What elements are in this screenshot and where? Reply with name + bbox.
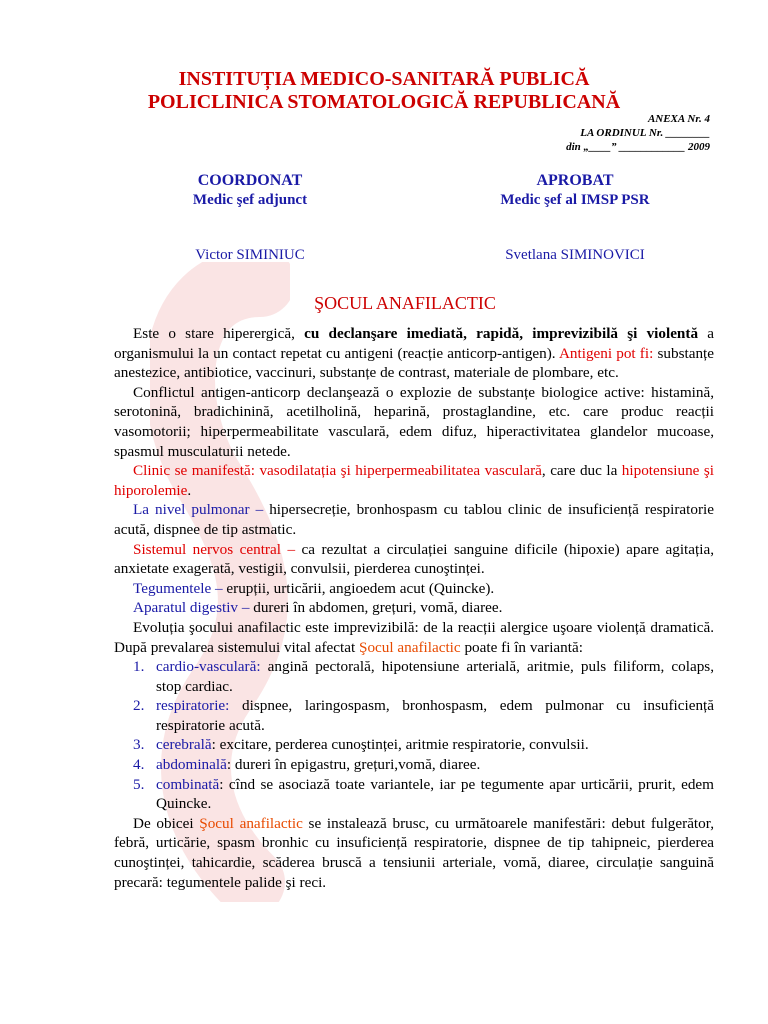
list-text: : cînd se asociază toate variantele, iar pe tegumente apar urticării, prurit, edem Quincke. bbox=[156, 775, 714, 813]
text-run: . bbox=[187, 481, 192, 499]
document-body bbox=[114, 324, 714, 892]
text-run: Este o stare hiperergică, bbox=[133, 325, 305, 342]
annex-number: ANEXA Nr. 4 bbox=[647, 113, 710, 125]
paragraph-definition bbox=[114, 324, 714, 383]
list-number: 1. bbox=[133, 658, 145, 676]
paragraph-skin bbox=[114, 579, 714, 599]
paragraph-evolution bbox=[114, 618, 714, 657]
signature-role: Medic şef al IMSP PSR bbox=[500, 192, 650, 208]
paragraph-onset bbox=[114, 814, 714, 892]
list-item bbox=[114, 775, 714, 814]
text-run-highlight: Şocul anafilactic bbox=[359, 638, 461, 656]
signature-approved bbox=[460, 172, 690, 264]
text-run-highlight: Şocul anafilactic bbox=[199, 814, 303, 832]
paragraph-clinic bbox=[114, 461, 714, 500]
text-run-highlight: Antigeni pot fi: bbox=[558, 344, 654, 362]
text-run-heading: Tegumentele – bbox=[133, 579, 223, 597]
signature-name: Victor SIMINIUC bbox=[195, 247, 305, 263]
list-item bbox=[114, 657, 714, 696]
text-run: erupții, urticării, angioedem acut (Quincke). bbox=[222, 579, 495, 597]
text-run-heading: La nivel pulmonar – bbox=[133, 501, 264, 519]
list-number: 3. bbox=[133, 736, 145, 754]
annex-block bbox=[566, 112, 710, 154]
text-run: hipersecreție, bronhospasm cu tablou clinic de insuficiență respiratorie acută, dispnee de tip astmatic. bbox=[114, 501, 714, 538]
document-title: ŞOCUL ANAFILACTIC bbox=[314, 293, 496, 313]
paragraph-nervous bbox=[114, 540, 714, 579]
order-date: din „____” ____________ 2009 bbox=[566, 141, 710, 153]
institution-line-1: INSTITUȚIA MEDICO-SANITARĂ PUBLICĂ bbox=[178, 68, 590, 90]
list-term: combinată bbox=[156, 775, 220, 793]
signature-coordinated bbox=[140, 172, 360, 264]
signature-name: Svetlana SIMINOVICI bbox=[505, 247, 645, 263]
variants-list bbox=[114, 657, 714, 814]
list-text: dispnee, laringospasm, bronhospasm, edem pulmonar cu insuficiență respiratorie acută. bbox=[156, 697, 714, 734]
list-item bbox=[114, 735, 714, 755]
list-term: cardio-vasculară: bbox=[156, 658, 261, 676]
paragraph-pulmonary bbox=[114, 500, 714, 539]
list-number: 2. bbox=[133, 697, 145, 715]
text-run-bold: cu declanşare imediată, rapidă, imprevizibilă şi violentă bbox=[304, 325, 699, 342]
list-item bbox=[114, 755, 714, 775]
list-term: abdominală bbox=[156, 756, 227, 774]
signature-title: COORDONAT bbox=[197, 172, 303, 189]
text-run-highlight: Clinic se manifestă: vasodilatația şi hiperpermeabilitatea vasculară bbox=[133, 462, 542, 480]
list-item bbox=[114, 696, 714, 735]
list-term: cerebrală bbox=[156, 736, 212, 754]
institution-line-2: POLICLINICA STOMATOLOGICĂ REPUBLICANĂ bbox=[147, 91, 621, 113]
paragraph-conflict: Conflictul antigen-anticorp declanşează o explozie de substanțe biologice active: histamină, serotonină, bradichinină, acetilholină, heparină, prostaglandine, etc. care produc reacții vasomotorii; hiperpermeabilitate vasculară, edem difuz, hiperactivitatea glandelor mucoase, spasmul musculaturii netede. bbox=[114, 383, 714, 460]
text-run: substanțe anestezice, antibiotice, vaccinuri, substanțe de contrast, materiale de plombare, etc. bbox=[114, 344, 714, 382]
signature-role: Medic şef adjunct bbox=[192, 192, 308, 208]
text-run-highlight: hipotensiune şi hiporolemie bbox=[114, 462, 715, 499]
list-term: respiratorie: bbox=[156, 697, 230, 715]
text-run: Evoluția şocului anafilactic este imprevizibilă: de la reacții alergice uşoare violență dramatică. După prevalarea sistemului vital afectat bbox=[114, 618, 714, 656]
list-number: 4. bbox=[133, 756, 145, 774]
text-run: dureri în abdomen, grețuri, vomă, diaree. bbox=[249, 599, 503, 617]
text-run: se instalează brusc, cu următoarele manifestări: debut fulgerător, febră, urticărie, spasm bronhic cu insuficiență respiratorie, dispnee de tip tahipneic, pierderea cunoştinței, tahicardie, scăderea bruscă a tensiunii arteriale, vomă, diaree, circulație sanguină precară: tegumentele palide şi reci. bbox=[114, 814, 714, 891]
text-run-heading: Aparatul digestiv – bbox=[133, 599, 250, 617]
list-text: : excitare, perderea cunoştinței, aritmie respiratorie, convulsii. bbox=[211, 736, 589, 754]
list-number: 5. bbox=[133, 775, 145, 793]
order-number: LA ORDINUL Nr. ________ bbox=[580, 127, 710, 139]
text-run: , care duc la bbox=[541, 462, 622, 480]
list-text: : dureri în epigastru, grețuri,vomă, diaree. bbox=[226, 756, 481, 774]
text-run: poate fi în variantă: bbox=[460, 638, 583, 656]
signature-title: APROBAT bbox=[536, 172, 614, 189]
text-run: De obicei bbox=[133, 814, 200, 832]
paragraph-digestive bbox=[114, 598, 714, 618]
text-run: a organismului la un contact repetat cu antigeni (reacție anticorp-antigen). bbox=[114, 325, 715, 362]
text-run-heading: Sistemul nervos central – bbox=[133, 540, 296, 558]
text-run: ca rezultat a circulației sanguine dificile (hipoxie) apare agitația, anxietate exagerată, vestigii, convulsii, pierderea cunoştinței. bbox=[114, 540, 714, 578]
list-text: angină pectorală, hipotensiune arterială, aritmie, puls filiform, colaps, stop cardiac. bbox=[156, 658, 714, 695]
